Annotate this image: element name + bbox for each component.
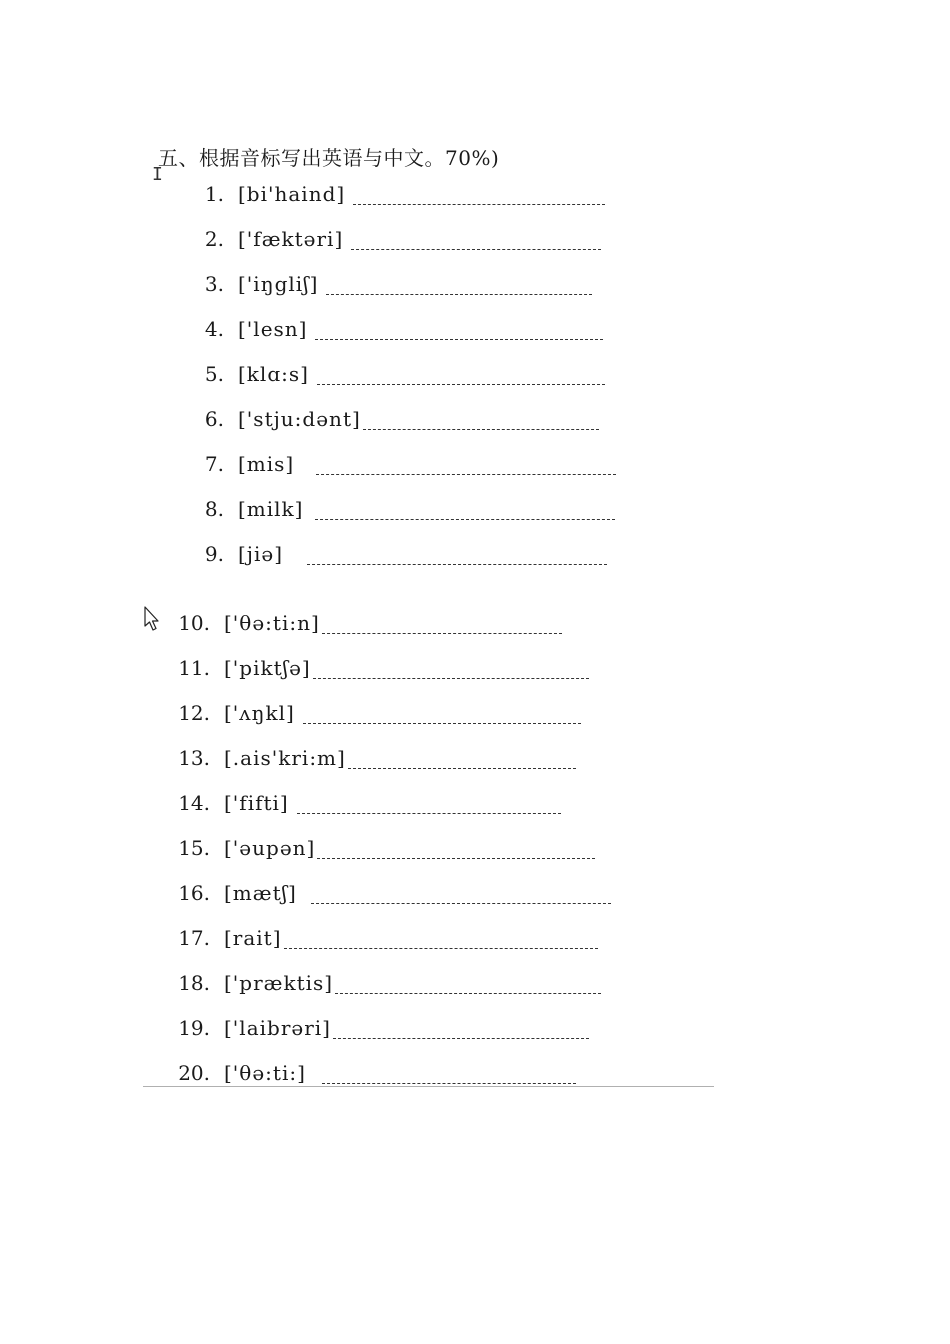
item-number: 3. xyxy=(204,272,224,296)
item-number: 19. xyxy=(178,1016,210,1040)
answer-blank[interactable] xyxy=(322,1065,576,1084)
item-number: 7. xyxy=(204,452,224,476)
mouse-pointer-icon xyxy=(144,606,160,632)
answer-blank[interactable] xyxy=(311,885,611,904)
item-number: 11. xyxy=(178,656,210,680)
item-number: 9. xyxy=(204,542,224,566)
section-heading: 五、根据音标写出英语与中文。70%) xyxy=(158,146,500,170)
list-item xyxy=(200,452,616,476)
list-item xyxy=(174,836,595,860)
item-number: 20. xyxy=(178,1061,210,1085)
answer-blank[interactable] xyxy=(303,705,581,724)
text-cursor-icon: I xyxy=(152,164,163,185)
list-item xyxy=(200,317,603,341)
item-phonetic: ['əupən] xyxy=(224,836,316,860)
answer-blank[interactable] xyxy=(353,186,605,205)
item-phonetic: ['ʌŋkl] xyxy=(224,701,295,725)
item-phonetic: ['θə:ti:n] xyxy=(224,611,320,635)
list-item xyxy=(174,1061,576,1085)
list-item xyxy=(174,926,598,950)
item-phonetic: [mis] xyxy=(238,452,295,476)
answer-blank[interactable] xyxy=(351,231,601,250)
item-number: 16. xyxy=(178,881,210,905)
answer-blank[interactable] xyxy=(307,546,607,565)
list-item xyxy=(200,407,599,431)
item-phonetic: [.ais'kri:m] xyxy=(224,746,346,770)
answer-blank[interactable] xyxy=(284,930,598,949)
answer-blank[interactable] xyxy=(317,840,595,859)
item-phonetic: [klɑ:s] xyxy=(238,362,309,386)
answer-blank[interactable] xyxy=(297,795,561,814)
item-number: 4. xyxy=(204,317,224,341)
item-number: 14. xyxy=(178,791,210,815)
item-phonetic: ['θə:ti:] xyxy=(224,1061,306,1085)
list-item xyxy=(174,746,576,770)
list-item xyxy=(200,497,615,521)
list-item xyxy=(174,611,562,635)
list-item xyxy=(174,1016,589,1040)
item-phonetic: [rait] xyxy=(224,926,282,950)
list-item xyxy=(174,971,601,995)
item-phonetic: ['fifti] xyxy=(224,791,289,815)
item-number: 2. xyxy=(204,227,224,251)
list-item xyxy=(174,656,589,680)
list-item xyxy=(200,182,605,206)
list-item xyxy=(174,701,581,725)
answer-blank[interactable] xyxy=(333,1020,589,1039)
item-number: 1. xyxy=(204,182,224,206)
list-item xyxy=(200,272,592,296)
item-phonetic: [mætʃ] xyxy=(224,881,297,905)
list-item xyxy=(174,791,561,815)
item-phonetic: ['lesn] xyxy=(238,317,308,341)
item-phonetic: ['laibrəri] xyxy=(224,1016,331,1040)
item-phonetic: ['fæktəri] xyxy=(238,227,344,251)
item-phonetic: [milk] xyxy=(238,497,304,521)
item-number: 6. xyxy=(204,407,224,431)
list-item xyxy=(200,542,607,566)
answer-blank[interactable] xyxy=(313,660,589,679)
item-number: 13. xyxy=(178,746,210,770)
item-phonetic: ['iŋgliʃ] xyxy=(238,272,319,296)
list-item xyxy=(174,881,611,905)
answer-blank[interactable] xyxy=(317,366,605,385)
item-number: 17. xyxy=(178,926,210,950)
item-number: 5. xyxy=(204,362,224,386)
item-number: 18. xyxy=(178,971,210,995)
list-item xyxy=(200,227,601,251)
answer-blank[interactable] xyxy=(363,411,599,430)
answer-blank[interactable] xyxy=(322,615,562,634)
answer-blank[interactable] xyxy=(326,276,592,295)
page-bottom-rule xyxy=(143,1086,714,1087)
item-phonetic: [jiə] xyxy=(238,542,284,566)
answer-blank[interactable] xyxy=(348,750,576,769)
item-number: 10. xyxy=(178,611,210,635)
item-phonetic: ['piktʃə] xyxy=(224,656,311,680)
answer-blank[interactable] xyxy=(315,321,603,340)
answer-blank[interactable] xyxy=(316,456,616,475)
answer-blank[interactable] xyxy=(315,501,615,520)
item-phonetic: [bi'haind] xyxy=(238,182,346,206)
item-number: 12. xyxy=(178,701,210,725)
item-number: 8. xyxy=(204,497,224,521)
item-phonetic: ['stju:dənt] xyxy=(238,407,361,431)
item-number: 15. xyxy=(178,836,210,860)
list-item xyxy=(200,362,605,386)
item-phonetic: ['præktis] xyxy=(224,971,334,995)
answer-blank[interactable] xyxy=(335,975,601,994)
